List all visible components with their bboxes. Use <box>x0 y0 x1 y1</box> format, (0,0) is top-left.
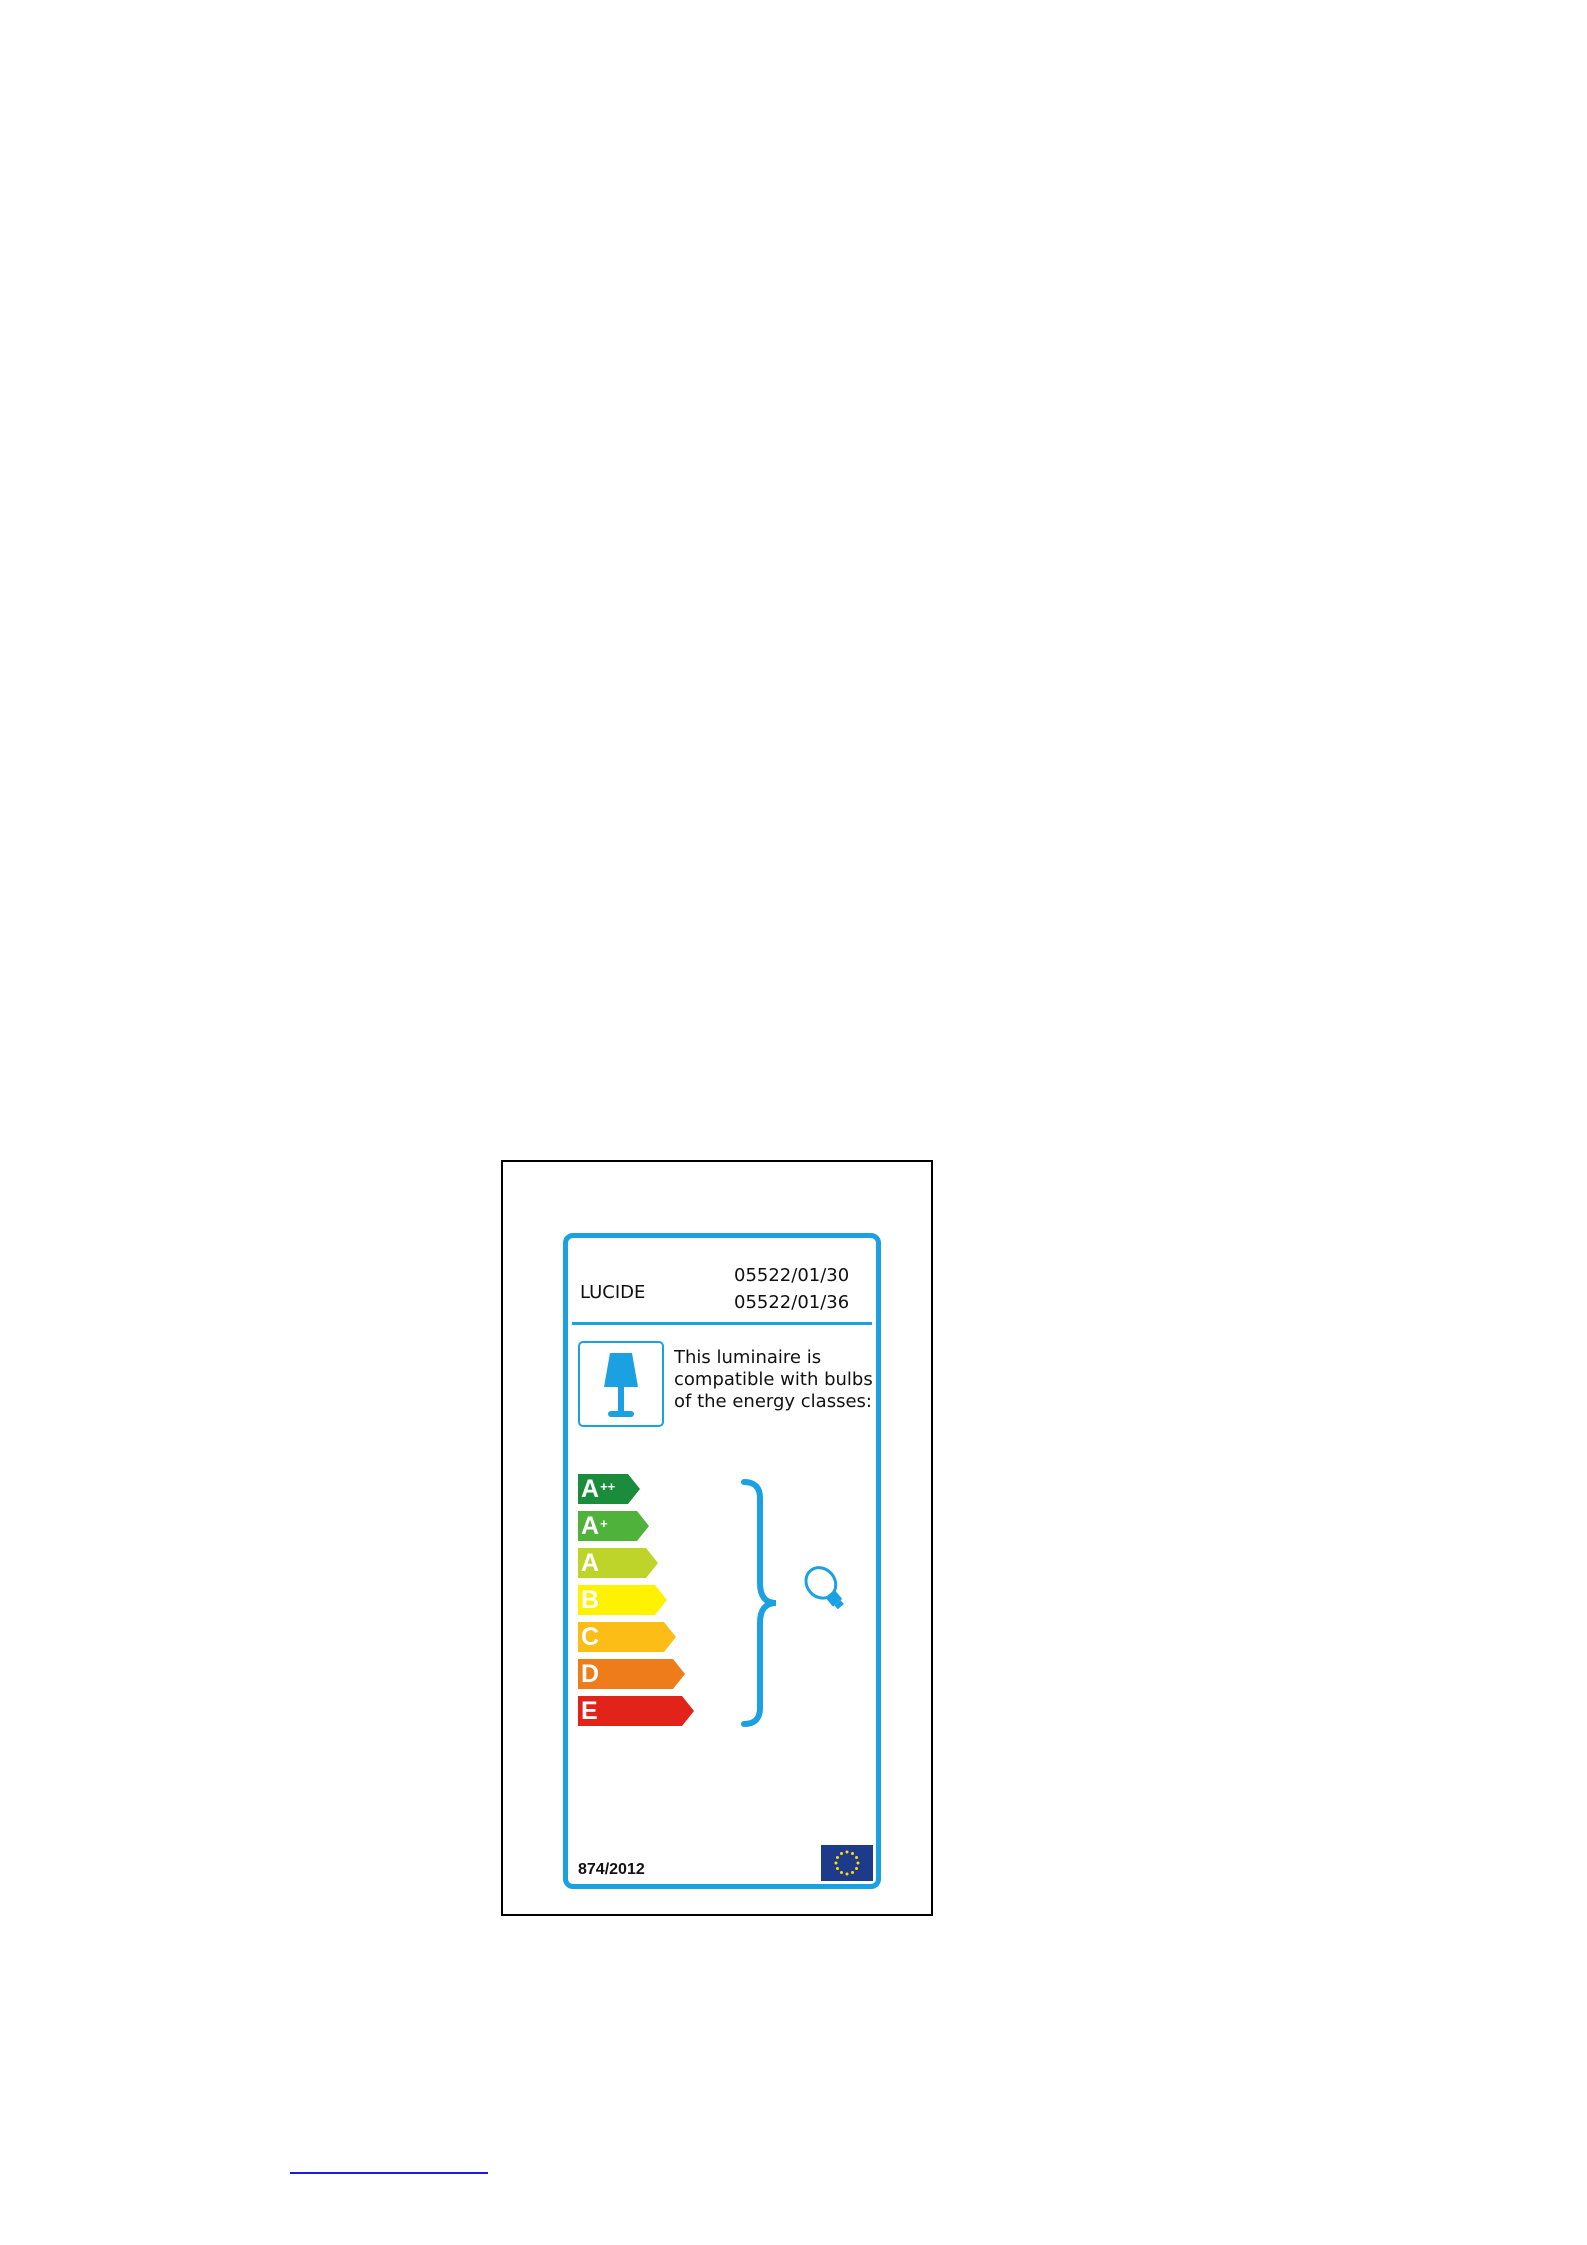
energy-class-letter: A <box>581 1549 600 1577</box>
energy-class-letter: C <box>581 1623 600 1651</box>
product-code: 05522/01/30 <box>734 1265 850 1286</box>
eu-star <box>836 1856 839 1859</box>
bracket-icon <box>740 1478 790 1728</box>
energy-class-3 <box>578 1548 658 1578</box>
light-bulb-icon <box>798 1559 854 1619</box>
eu-star <box>846 1851 849 1854</box>
eu-star <box>836 1867 839 1870</box>
header-divider <box>572 1322 872 1325</box>
compatibility-text: This luminaire is compatible with bulbs of the energy classes: <box>674 1347 873 1412</box>
energy-class-scale <box>578 1474 728 1744</box>
regulation-number: 874/2012 <box>578 1861 645 1878</box>
energy-class-letter: B <box>581 1586 600 1614</box>
brand-name: LUCIDE <box>580 1282 646 1303</box>
eu-star <box>846 1873 849 1876</box>
energy-class-superscript: ++ <box>600 1479 616 1494</box>
energy-class-2 <box>578 1511 649 1541</box>
eu-star <box>835 1862 838 1865</box>
energy-class-letter: A+ <box>581 1512 608 1540</box>
energy-class-letter: E <box>581 1697 598 1725</box>
eu-star <box>857 1862 860 1865</box>
table-lamp-icon <box>578 1341 664 1427</box>
eu-star <box>851 1852 854 1855</box>
footer-link[interactable] <box>290 2150 488 2174</box>
product-code: 05522/01/36 <box>734 1292 850 1313</box>
eu-star <box>855 1856 858 1859</box>
energy-label <box>563 1233 881 1889</box>
energy-class-letter: D <box>581 1660 600 1688</box>
energy-class-1 <box>578 1474 640 1504</box>
eu-star <box>840 1871 843 1874</box>
eu-star <box>855 1867 858 1870</box>
energy-class-4 <box>578 1585 667 1615</box>
energy-class-superscript: + <box>600 1516 608 1531</box>
eu-star <box>840 1852 843 1855</box>
eu-star <box>851 1871 854 1874</box>
energy-class-5 <box>578 1622 676 1652</box>
eu-flag-icon <box>821 1845 873 1881</box>
energy-class-6 <box>578 1659 685 1689</box>
energy-class-letter: A++ <box>581 1475 616 1503</box>
product-codes <box>734 1262 849 1316</box>
energy-class-7 <box>578 1696 694 1726</box>
